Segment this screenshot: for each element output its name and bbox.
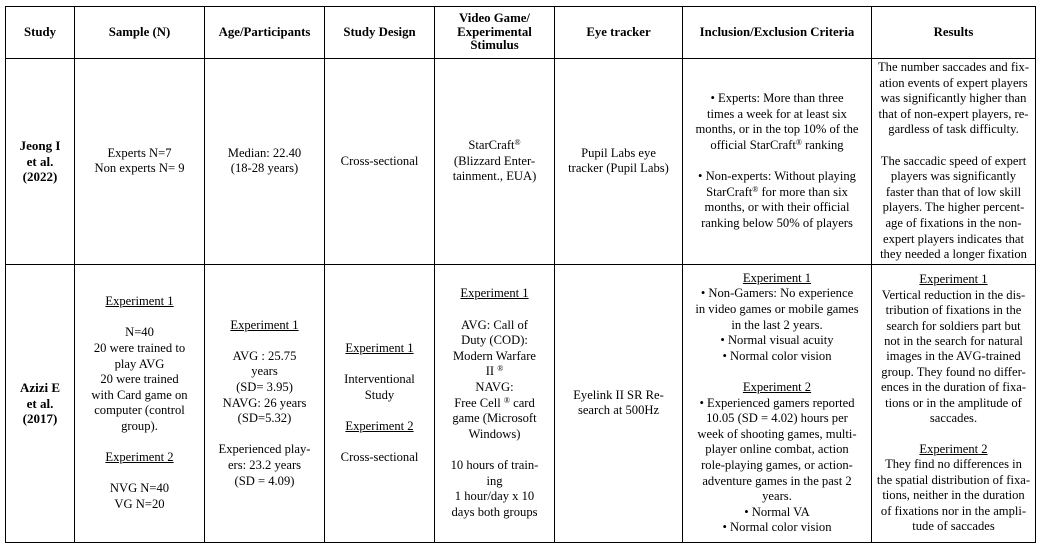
header-age: Age/Participants [205, 7, 325, 59]
eyetracker-cell: Pupil Labs eye tracker (Pupil Labs) [555, 59, 683, 265]
criteria-cell: Experiment 1 • Non-Gamers: No experience in video games or mobile games in the last 2 years. • Normal visual acuity • Normal color vision Experiment 2 • Experienced gamers reported 10.05 (SD = 4.02) hours per week of shooting games, multi- player online combat, action role-playing games, or action- adventure games in the past 2 years. • Normal VA • Normal color vision [683, 264, 872, 542]
header-eyetracker: Eye tracker [555, 7, 683, 59]
design-cell: Cross-sectional [325, 59, 435, 265]
results-cell: The number saccades and fix- ation events of expert players was significantly higher than that of non-expert players, re- gardless of task difficulty. The saccadic speed of expert players was significantly faster than that of low skill players. The higher percent- age of fixations in the non- expert players indicates that they needed a longer fixation [872, 59, 1036, 265]
age-cell: Median: 22.40 (18-28 years) [205, 59, 325, 265]
header-criteria: Inclusion/Exclusion Criteria [683, 7, 872, 59]
criteria-cell: • Experts: More than three times a week for at least six months, or in the top 10% of the official StarCraft® ranking • Non-experts: Without playing StarCraft® for more than six months, or with their official ranking below 50% of players [683, 59, 872, 265]
age-cell: Experiment 1 AVG : 25.75 years (SD= 3.95) NAVG: 26 years (SD=5.32) Experienced play- ers: 23.2 years (SD = 4.09) [205, 264, 325, 542]
results-cell: Experiment 1 Vertical reduction in the dis- tribution of fixations in the search for soldiers part but not in the search for natural images in the AVG-trained group. They found no differ- ences in the duration of fixa- tions or in the amplitude of saccades. Experiment 2 They find no differences in the spatial distribution of fixa- tions, neither in the duration of fixations nor in the ampli- tude of saccades [872, 264, 1036, 542]
table-row [6, 59, 1036, 265]
sample-cell: Experts N=7 Non experts N= 9 [75, 59, 205, 265]
study-cell: Jeong I et al. (2022) [6, 59, 75, 265]
header-row [6, 7, 1036, 59]
table-row [6, 264, 1036, 542]
stimulus-cell: Experiment 1 AVG: Call of Duty (COD): Modern Warfare II ® NAVG: Free Cell ® card game (Microsoft Windows) 10 hours of train- ing 1 hour/day x 10 days both groups [435, 264, 555, 542]
sample-cell: Experiment 1 N=40 20 were trained to play AVG 20 were trained with Card game on computer (control group). Experiment 2 NVG N=40 VG N=20 [75, 264, 205, 542]
study-cell: Azizi E et al. (2017) [6, 264, 75, 542]
header-design: Study Design [325, 7, 435, 59]
header-sample: Sample (N) [75, 7, 205, 59]
header-stimulus: Video Game/ Experimental Stimulus [435, 7, 555, 59]
stimulus-cell: StarCraft® (Blizzard Enter- tainment., EUA) [435, 59, 555, 265]
design-cell: Experiment 1 Interventional Study Experiment 2 Cross-sectional [325, 264, 435, 542]
eyetracker-cell: Eyelink II SR Re- search at 500Hz [555, 264, 683, 542]
header-study: Study [6, 7, 75, 59]
studies-table [5, 6, 1036, 543]
header-results: Results [872, 7, 1036, 59]
